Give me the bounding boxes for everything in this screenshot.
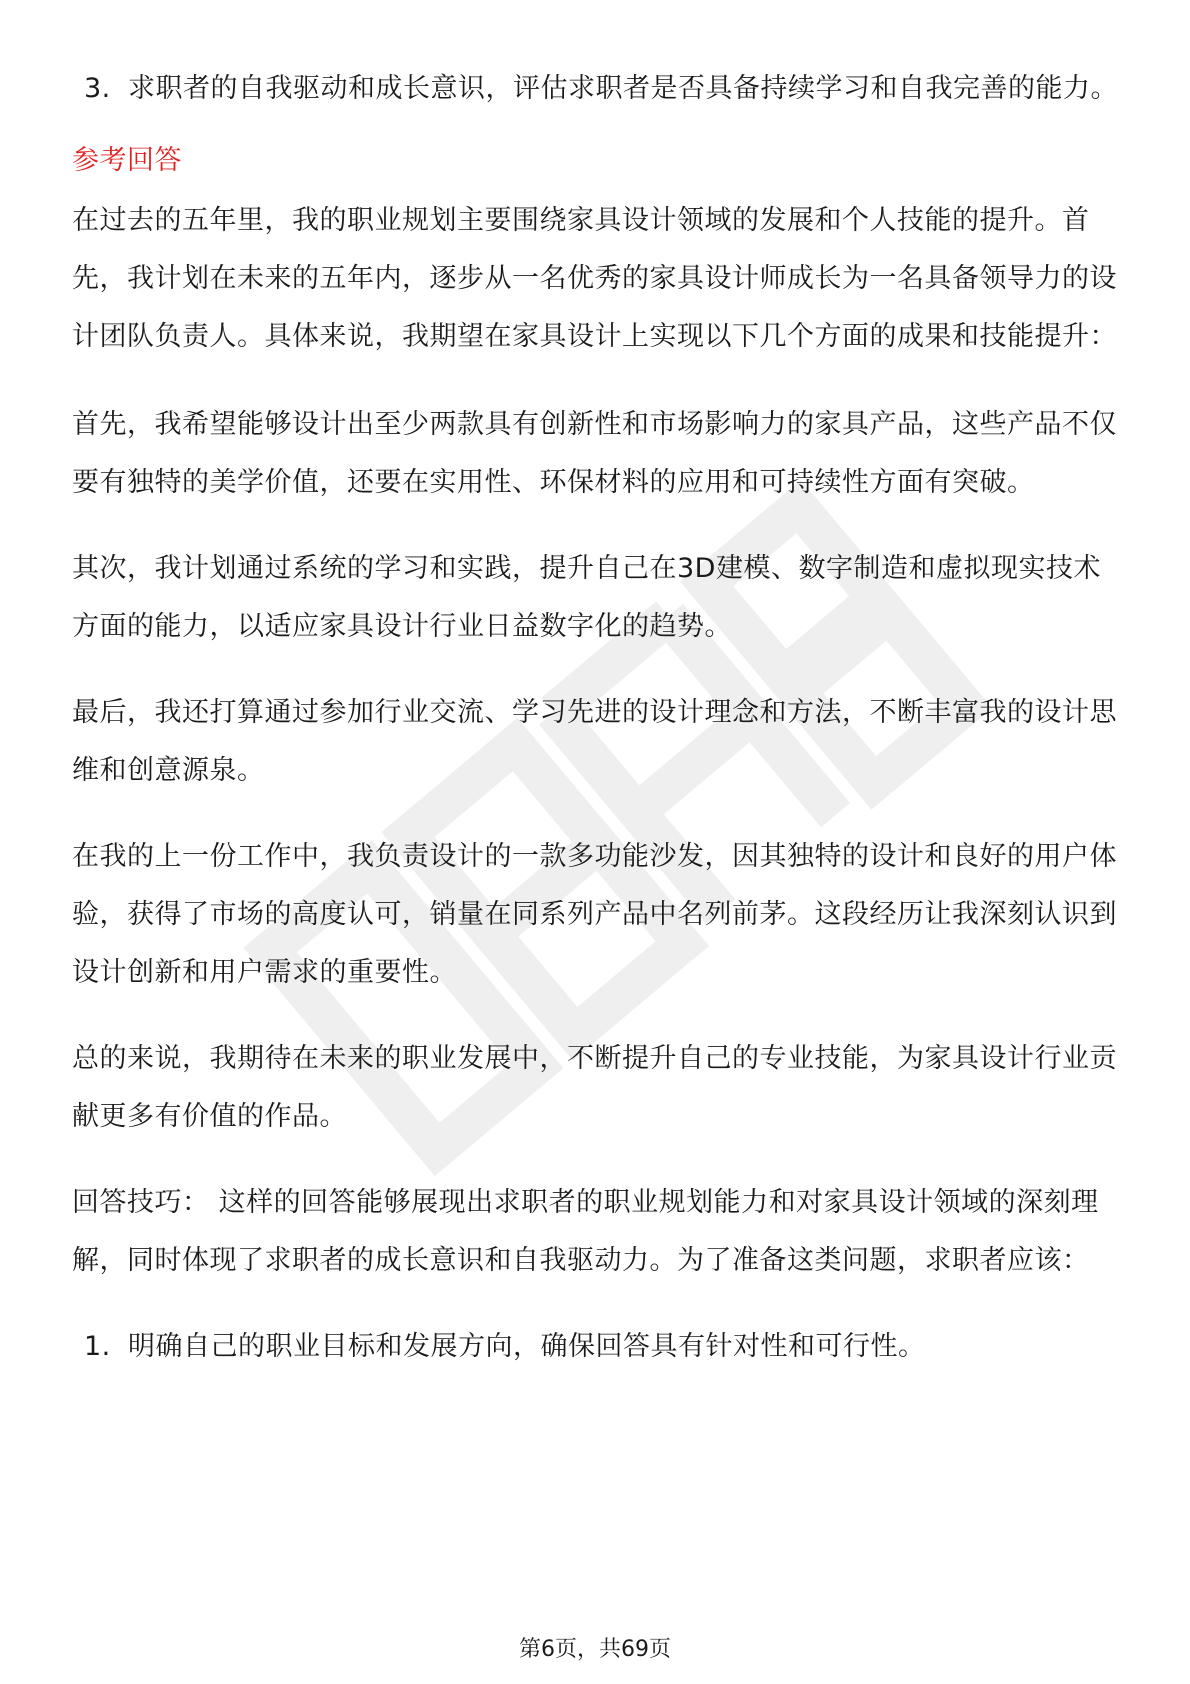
list-text: 求职者的自我驱动和成长意识，评估求职者是否具备持续学习和自我完善的能力。	[128, 73, 1118, 104]
document-body	[72, 60, 1122, 1376]
list-number: 1.	[84, 1331, 111, 1362]
paragraph-career-plan: 在过去的五年里，我的职业规划主要围绕家具设计领域的发展和个人技能的提升。首先，我计划在未来的五年内，逐步从一名优秀的家具设计师成长为一名具备领导力的设计团队负责人。具体来说，我期望在家具设计上实现以下几个方面的成果和技能提升：	[72, 205, 1117, 352]
list-number: 3.	[84, 73, 111, 104]
list-item-3	[84, 60, 1122, 118]
answer-heading: 参考回答	[72, 145, 182, 176]
list-item-1	[84, 1318, 1122, 1376]
paragraph-goal-thinking: 最后，我还打算通过参加行业交流、学习先进的设计理念和方法，不断丰富我的设计思维和创意源泉。	[72, 697, 1117, 786]
paragraph-summary: 总的来说，我期待在未来的职业发展中，不断提升自己的专业技能，为家具设计行业贡献更多有价值的作品。	[72, 1043, 1117, 1132]
paragraph-experience: 在我的上一份工作中，我负责设计的一款多功能沙发，因其独特的设计和良好的用户体验，获得了市场的高度认可，销量在同系列产品中名列前茅。这段经历让我深刻认识到设计创新和用户需求的重要性。	[72, 841, 1117, 988]
page-footer: 第6页，共69页	[519, 1637, 671, 1662]
paragraph-goal-products: 首先，我希望能够设计出至少两款具有创新性和市场影响力的家具产品，这些产品不仅要有独特的美学价值，还要在实用性、环保材料的应用和可持续性方面有突破。	[72, 409, 1117, 498]
paragraph-answer-tips: 回答技巧： 这样的回答能够展现出求职者的职业规划能力和对家具设计领域的深刻理解，同时体现了求职者的成长意识和自我驱动力。为了准备这类问题，求职者应该：	[72, 1187, 1099, 1276]
paragraph-goal-skills: 其次，我计划通过系统的学习和实践，提升自己在3D建模、数字制造和虚拟现实技术方面的能力，以适应家具设计行业日益数字化的趋势。	[72, 553, 1101, 642]
list-text: 明确自己的职业目标和发展方向，确保回答具有针对性和可行性。	[128, 1331, 926, 1362]
